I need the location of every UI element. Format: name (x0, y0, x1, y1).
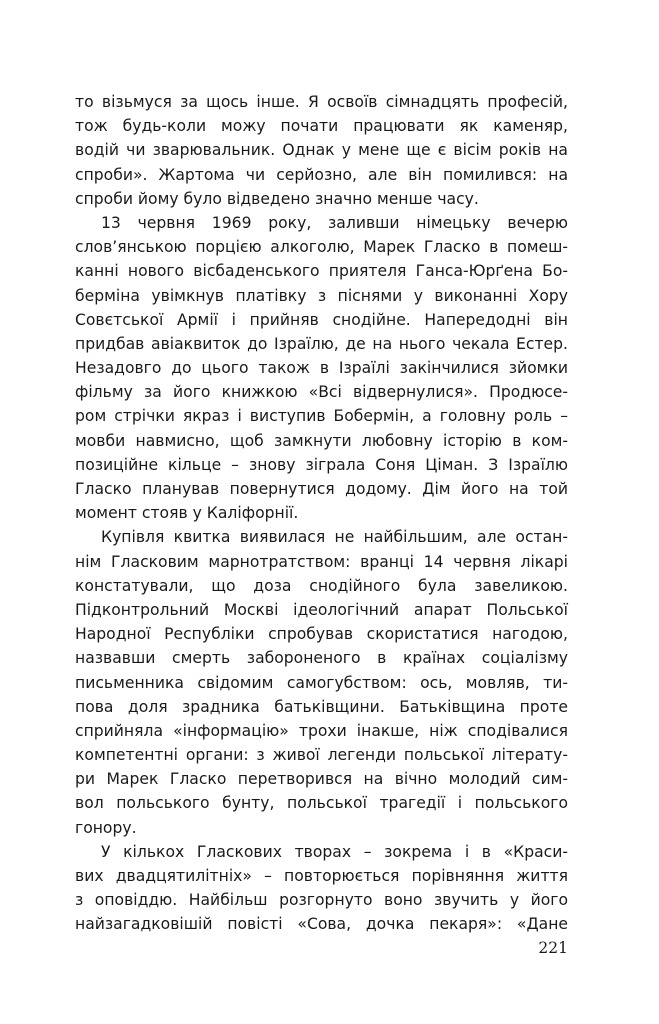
text-line: найзагадковішій повісті «Сова, дочка пекаря»: «Дане (75, 915, 568, 934)
paragraph-3 (75, 525, 568, 839)
text-line: тож будь-коли можу почати працювати як каменяр, (75, 117, 568, 136)
text-line: Народної Республіки спробував скористатися нагодою, (75, 625, 568, 644)
text-line: канні нового вісбаденського приятеля Ганса-Юрґена Бо- (75, 262, 568, 281)
page-number: 221 (538, 939, 568, 957)
text-line: компетентні органи: з живої легенди польської літерату- (75, 746, 568, 765)
text-line: спроби». Жартома чи серйозно, але він помилився: на (75, 165, 568, 184)
text-line: Совєтської Армії і прийняв снодійне. Напередодні він (75, 310, 568, 329)
text-line: берміна увімкнув платівку з піснями у виконанні Хору (75, 286, 568, 305)
text-line: гонору. (75, 818, 137, 837)
text-line: слов’янською порцією алкоголю, Марек Гласко в помеш- (75, 238, 568, 257)
text-line: констатували, що доза снодійного була завеликою. (75, 576, 568, 595)
text-line: фільму за його книжкою «Всі відвернулися». Продюсе- (75, 383, 568, 402)
text-line: водій чи зварювальник. Однак у мене ще є вісім років на (75, 141, 568, 160)
text-line: спроби йому було відведено значно менше часу. (75, 189, 479, 208)
text-line: Гласко планував повернутися додому. Дім його на той (75, 480, 568, 498)
text-line: мовби навмисно, щоб замкнути любовну історію в ком- (75, 431, 568, 450)
body-text (75, 90, 568, 937)
text-line: сприйняла «інформацію» трохи інакше, ніж сподівалися (75, 721, 568, 740)
text-line: момент стояв у Каліфорнії. (75, 504, 299, 523)
text-line: письменника свідомим самогубством: ось, мовляв, ти- (75, 673, 568, 692)
text-line: придбав авіаквиток до Ізраїлю, де на нього чекала Естер. (75, 334, 568, 353)
text-line: назвавши смерть забороненого в країнах соціалізму (75, 649, 568, 668)
text-line: 13 червня 1969 року, заливши німецьку вечерю (101, 213, 568, 232)
paragraph-2 (75, 211, 568, 525)
paragraph-4 (75, 840, 568, 937)
text-line: вих двадцятилітніх» – повторюється порівняння життя (75, 867, 568, 885)
text-line: нім Гласковим марнотратством: вранці 14 червня лікарі (75, 552, 568, 571)
text-line: У кількох Гласкових творах – зокрема і в «Краси- (101, 842, 568, 861)
text-line: Купівля квитка виявилася не найбільшим, але остан- (101, 528, 568, 547)
paragraph-1 (75, 90, 568, 211)
text-line: Підконтрольний Москві ідеологічний апарат Польської (75, 600, 568, 619)
text-line: з оповіддю. Найбільш розгорнуто воно звучить у його (75, 891, 568, 910)
text-line: то візьмуся за щось інше. Я освоїв сімнадцять професій, (75, 93, 568, 111)
text-line: Незадовго до цього також в Ізраїлі закінчилися зйомки (75, 359, 568, 378)
text-line: ри Марек Гласко перетворився на вічно молодий сим- (75, 770, 568, 789)
text-line: вол польського бунту, польської трагедії і польського (75, 794, 568, 813)
text-line: позиційне кільце – знову зіграла Соня Ціман. З Ізраїлю (75, 455, 568, 474)
text-line: пова доля зрадника батьківщини. Батьківщина проте (75, 697, 568, 716)
text-line: ром стрічки якраз і виступив Бобермін, а головну роль – (75, 407, 568, 426)
